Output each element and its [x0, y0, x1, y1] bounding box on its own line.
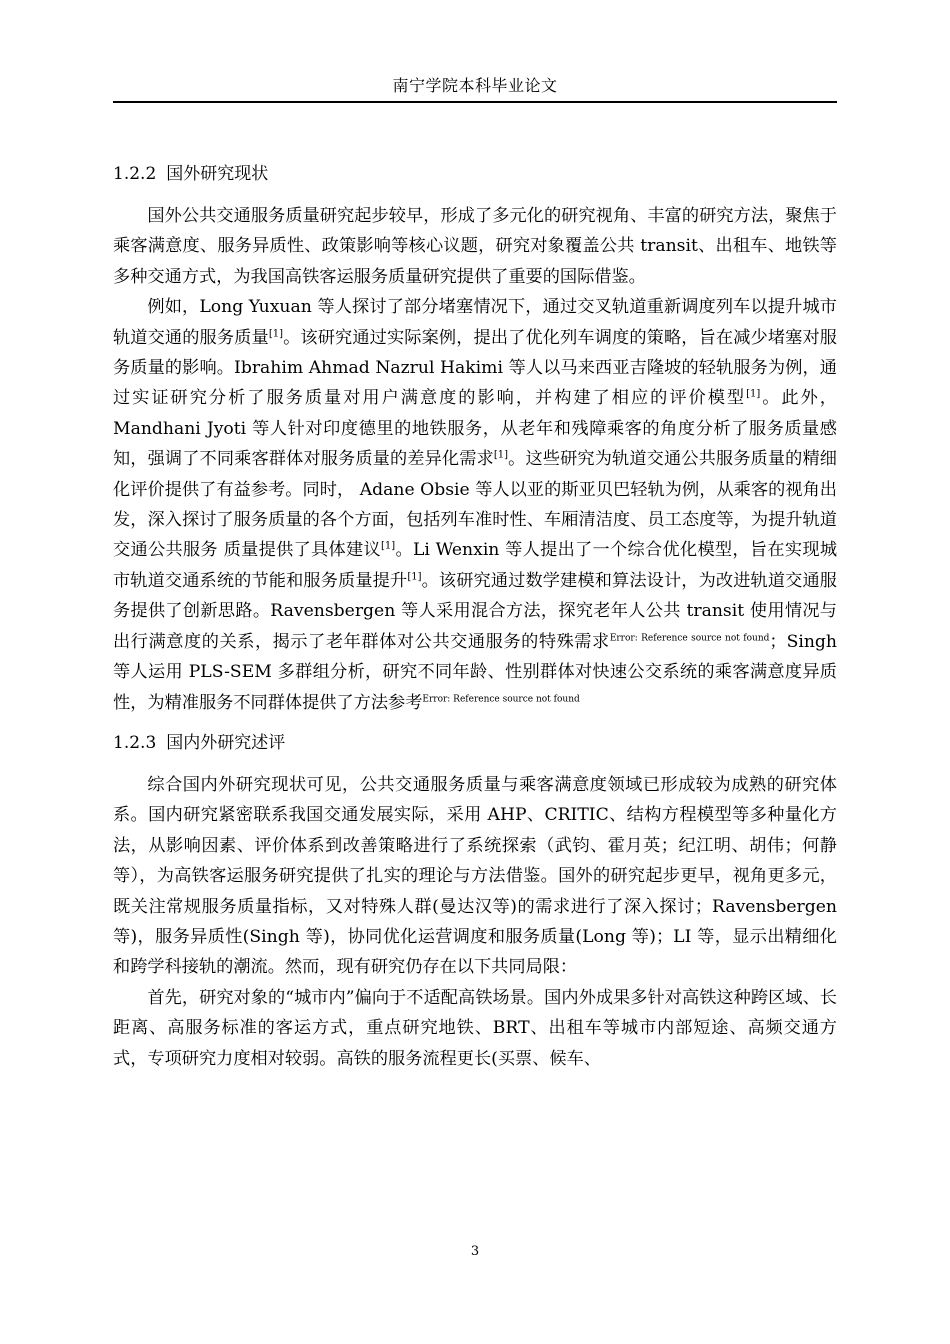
- section-heading-1-2-3: [113, 727, 837, 759]
- text-segment: 。此外，Mandhani Jyoti 等人针对印度德里的地铁服务，从老年和残障乘客的角度分析了服务质量感知，强调了不同乘客群体对服务质量的差异化需求: [113, 388, 837, 470]
- section-title: 国内外研究述评: [166, 732, 286, 753]
- text-segment: 例如，Long Yuxuan 等人探讨了部分堵塞情况下，通过交叉轨道重新调度列车以提升城市轨道交通的服务质量: [113, 297, 837, 348]
- section-heading-1-2-2: [113, 158, 837, 190]
- section-number: 1.2.3: [113, 732, 157, 753]
- text-segment: ；Singh 等人运用 PLS-SEM 多群组分析，研究不同年龄、性别群体对快速公交系统的乘客满意度异质性，为精准服务不同群体提供了方法参考: [113, 631, 838, 713]
- header-rule: [113, 101, 837, 103]
- reference-error-marker: Error: Reference source not found: [609, 632, 770, 643]
- citation-marker: [1]: [381, 540, 396, 552]
- running-header: 南宁学院本科毕业论文: [392, 76, 558, 95]
- citation-marker: [1]: [746, 388, 761, 400]
- citation-marker: [1]: [268, 327, 283, 339]
- page-number: 3: [470, 1244, 480, 1259]
- text-segment: 。该研究通过数学建模和算法设计，为改进轨道交通服务提供了创新思路。Ravensbergen 等人采用混合方法，探究老年人公共 transit 使用情况与出行满意度的关系，揭示了老年群体对公共交通服务的特殊需求: [113, 570, 837, 652]
- text-segment: 。该研究通过实际案例，提出了优化列车调度的策略，旨在减少堵塞对服务质量的影响。Ibrahim Ahmad Nazrul Hakimi 等人以马来西亚吉隆坡的轻轨服务为例，通过实证研究分析了服务质量对用户满意度的影响，并构建了相应的评价模型: [113, 327, 837, 409]
- text-segment: 。Li Wenxin 等人提出了一个综合优化模型，旨在实现城市轨道交通系统的节能和服务质量提升: [113, 540, 838, 591]
- section-title: 国外研究现状: [166, 164, 269, 184]
- page-content: [113, 158, 837, 1074]
- reference-error-marker: Error: Reference source not found: [422, 693, 580, 704]
- paragraph-foreign-examples: [113, 292, 837, 718]
- paragraph-foreign-overview: 国外公共交通服务质量研究起步较早，形成了多元化的研究视角、丰富的研究方法，聚焦于乘客满意度、服务异质性、政策影响等核心议题，研究对象覆盖公共 transit、出租车、地铁等多种交通方式，为我国高铁客运服务质量研究提供了重要的国际借鉴。: [113, 206, 837, 287]
- citation-marker: [1]: [493, 449, 509, 461]
- citation-marker: [1]: [407, 571, 422, 583]
- paragraph-review-summary: 综合国内外研究现状可见，公共交通服务质量与乘客满意度领域已形成较为成熟的研究体系。国内研究紧密联系我国交通发展实际，采用 AHP、CRITIC、结构方程模型等多种量化方法，从影响因素、评价体系到改善策略进行了系统探索（武钧、霍月英；纪江明、胡伟；何静等），为高铁客运服务研究提供了扎实的理论与方法借鉴。国外的研究起步更早，视角更多元，既关注常规服务质量指标，又对特殊人群(曼达汉等)的需求进行了深入探讨；Ravensbergen 等)，服务异质性(Singh 等)，协同优化运营调度和服务质量(Long 等)；LI 等，显示出精细化和跨学科接轨的潮流。然而，现有研究仍存在以下共同局限：: [113, 774, 837, 978]
- section-number: 1.2.2: [113, 164, 157, 184]
- paragraph-review-limitation-1: 首先，研究对象的“城市内”偏向于不适配高铁场景。国内外成果多针对高铁这种跨区域、长距离、高服务标准的客运方式，重点研究地铁、BRT、出租车等城市内部短途、高频交通方式，专项研究力度相对较弱。高铁的服务流程更长(买票、候车、: [113, 987, 837, 1069]
- text-segment: 。这些研究为轨道交通公共服务质量的精细化评价提供了有益参考。同时， Adane Obsie 等人以亚的斯亚贝巴轻轨为例，从乘客的视角出发，深入探讨了服务质量的各个方面，包括列车准时性、车厢清洁度、员工态度等，为提升轨道交通公共服务 质量提供了具体建议: [113, 449, 837, 561]
